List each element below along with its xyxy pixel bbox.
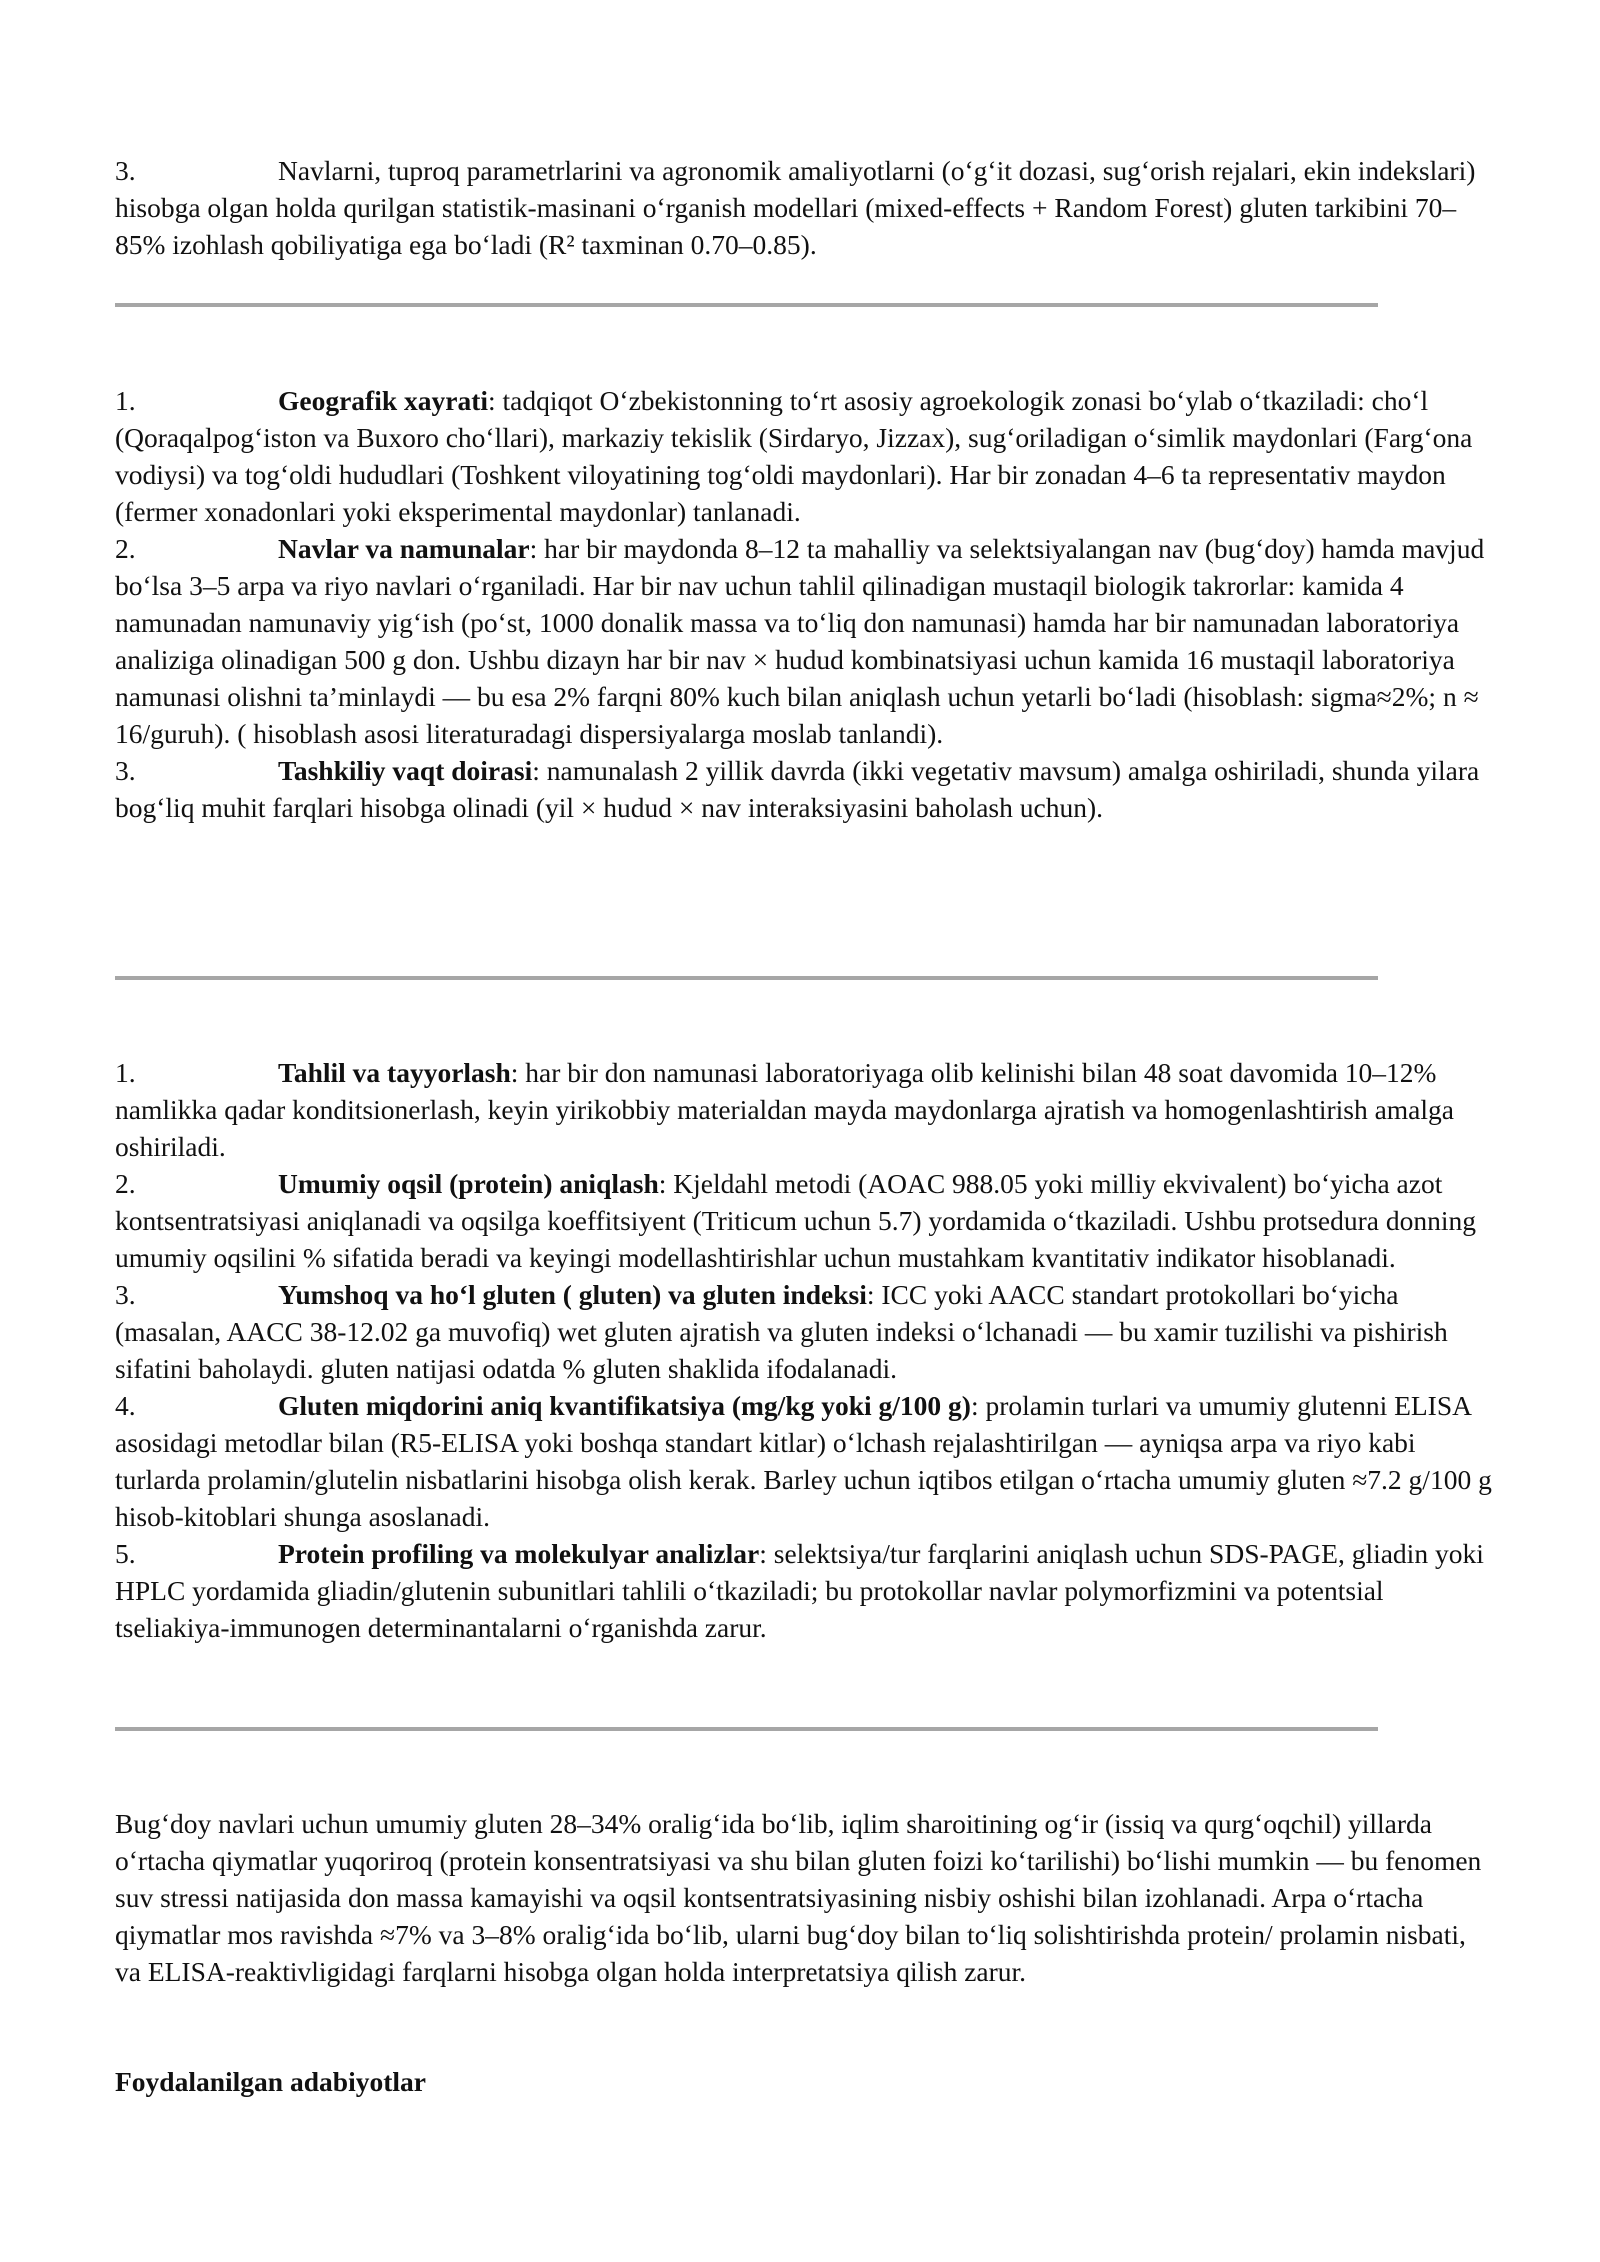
- list-item: [115, 1165, 1495, 1276]
- list-item: [115, 1535, 1495, 1646]
- list-item-heading: Tahlil va tayyorlash: [278, 1057, 511, 1088]
- list-item-text: : tadqiqot O‘zbekistonning to‘rt asosiy agroekologik zonasi bo‘ylab o‘tkaziladi: cho‘l (Qoraqalpog‘iston va Buxoro cho‘llari), markaziy tekislik (Sirdaryo, Jizzax), sug‘oriladigan o‘simlik maydonlari (Farg‘ona vodiysi) va tog‘oldi hududlari (Toshkent viloyatining tog‘oldi maydonlari). Har bir zonadan 4–6 ta representativ maydon (fermer xonadonlari yoki eksperimental maydonlar) tanlanadi.: [115, 385, 1473, 527]
- list-item: [115, 1387, 1495, 1535]
- list-item-heading: Tashkiliy vaqt doirasi: [278, 755, 533, 786]
- list-item-text: Navlarni, tuproq parametrlarini va agronomik amaliyotlarni (o‘g‘it dozasi, sug‘orish rejalari, ekin indekslari) hisobga olgan holda qurilgan statistik-masinani o‘rganish modellari (mixed-effects + Random Forest) gluten tarkibini 70–85% izohlash qobiliyatiga ega bo‘ladi (R² taxminan 0.70–0.85).: [115, 155, 1476, 260]
- references-section: [115, 2063, 1495, 2100]
- list-item-text: : Kjeldahl metodi (AOAC 988.05 yoki milliy ekvivalent) bo‘yicha azot kontsentratsiyasi aniqlanadi va oqsilga koeffitsiyent (Triticum uchun 5.7) yordamida o‘tkaziladi. Ushbu protsedura donning umumiy oqsilini % sifatida beradi va keyingi modellashtirishlar uchun mustahkam kvantitativ indikator hisoblanadi.: [115, 1168, 1476, 1273]
- list-item-heading: Gluten miqdorini aniq kvantifikatsiya (mg/kg yoki g/100 g): [278, 1390, 971, 1421]
- list-item: [115, 1276, 1495, 1387]
- list-number: 3.: [115, 1279, 136, 1310]
- results-paragraph: Bug‘doy navlari uchun umumiy gluten 28–34% oralig‘ida bo‘lib, iqlim sharoitining og‘ir (issiq va qurg‘oqchil) yillarda o‘rtacha qiymatlar yuqoriroq (protein konsentratsiyasi va shu bilan gluten foizi ko‘tarilishi) bo‘lishi mumkin — bu fenomen suv stressi natijasida don massa kamayishi va oqsil kontsentratsiyasining nisbiy oshishi bilan izohlanadi. Arpa o‘rtacha qiymatlar mos ravishda ≈7% va 3–8% oralig‘ida bo‘lib, ularni bug‘doy bilan to‘liq solishtirishda protein/ prolamin nisbati, va ELISA-reaktivligidagi farqlarni hisobga olgan holda interpretatsiya qilish zarur.: [115, 1808, 1482, 1987]
- list-number: 1.: [115, 1057, 136, 1088]
- list-number: 1.: [115, 385, 136, 416]
- horizontal-rule: [115, 976, 1378, 980]
- list-item-text: : har bir don namunasi laboratoriyaga olib kelinishi bilan 48 soat davomida 10–12% namlikka qadar konditsionerlash, keyin yirikobbiy materialdan mayda maydonlarga ajratish va homogenlashtirish amalga oshiriladi.: [115, 1057, 1454, 1162]
- list-item-text: : prolamin turlari va umumiy glutenni ELISA asosidagi metodlar bilan (R5-ELISA yoki boshqa standart kitlar) o‘lchash rejalashtirilgan — ayniqsa arpa va riyo kabi turlarda prolamin/glutelin nisbatlarini hisobga olish kerak. Barley uchun iqtibos etilgan o‘rtacha umumiy gluten ≈7.2 g/100 g hisob-kitoblari shunga asoslanadi.: [115, 1390, 1492, 1532]
- list-item-text: : ICC yoki AACC standart protokollari bo‘yicha (masalan, AACC 38-12.02 ga muvofiq) wet gluten ajratish va gluten indeksi o‘lchanadi — bu xamir tuzilishi va pishirish sifatini baholaydi. gluten natijasi odatda % gluten shaklida ifodalanadi.: [115, 1279, 1448, 1384]
- methods-list: [115, 1054, 1495, 1646]
- references-heading: Foydalanilgan adabiyotlar: [115, 2066, 426, 2097]
- horizontal-rule: [115, 303, 1378, 307]
- horizontal-rule: [115, 1727, 1378, 1731]
- results-section: [115, 1805, 1495, 1990]
- list-item-text: : namunalash 2 yillik davrda (ikki vegetativ mavsum) amalga oshiriladi, shunda yilara bog‘liq muhit farqlari hisobga olinadi (yil × hudud × nav interaksiyasini baholash uchun).: [115, 755, 1480, 823]
- hypothesis-list: [115, 152, 1495, 263]
- list-item-heading: Protein profiling va molekulyar analizlar: [278, 1538, 760, 1569]
- list-item-heading: Umumiy oqsil (protein) aniqlash: [278, 1168, 659, 1199]
- list-number: 4.: [115, 1390, 136, 1421]
- list-item: [115, 1054, 1495, 1165]
- sampling-design-list: [115, 382, 1495, 826]
- list-item-text: : selektsiya/tur farqlarini aniqlash uchun SDS-PAGE, gliadin yoki HPLC yordamida gliadin/glutenin subunitlari tahlili o‘tkaziladi; bu protokollar navlar polymorfizmini va potentsial tseliakiya-immunogen determinantalarni o‘rganishda zarur.: [115, 1538, 1484, 1643]
- list-item-heading: Geografik xayrati: [278, 385, 489, 416]
- list-number: 3.: [115, 755, 136, 786]
- list-item: [115, 752, 1495, 826]
- list-number: 2.: [115, 1168, 136, 1199]
- list-number: 2.: [115, 533, 136, 564]
- list-item: [115, 152, 1495, 263]
- list-number: 3.: [115, 155, 136, 186]
- list-item: [115, 530, 1495, 752]
- list-number: 5.: [115, 1538, 136, 1569]
- list-item: [115, 382, 1495, 530]
- list-item-heading: Navlar va namunalar: [278, 533, 530, 564]
- list-item-heading: Yumshoq va ho‘l gluten ( gluten) va gluten indeksi: [278, 1279, 867, 1310]
- list-item-text: : har bir maydonda 8–12 ta mahalliy va selektsiyalangan nav (bug‘doy) hamda mavjud bo‘lsa 3–5 arpa va riyo navlari o‘rganiladi. Har bir nav uchun tahlil qilinadigan mustaqil biologik takrorlar: kamida 4 namunadan namunaviy yig‘ish (po‘st, 1000 donalik massa va to‘liq don namunasi) hamda har bir namunadan laboratoriya analiziga olinadigan 500 g don. Ushbu dizayn har bir nav × hudud kombinatsiyasi uchun kamida 16 mustaqil laboratoriya namunasi olishni ta’minlaydi — bu esa 2% farqni 80% kuch bilan aniqlash uchun yetarli bo‘ladi (hisoblash: sigma≈2%; n ≈ 16/guruh). ( hisoblash asosi literaturadagi dispersiyalarga moslab tanlandi).: [115, 533, 1485, 749]
